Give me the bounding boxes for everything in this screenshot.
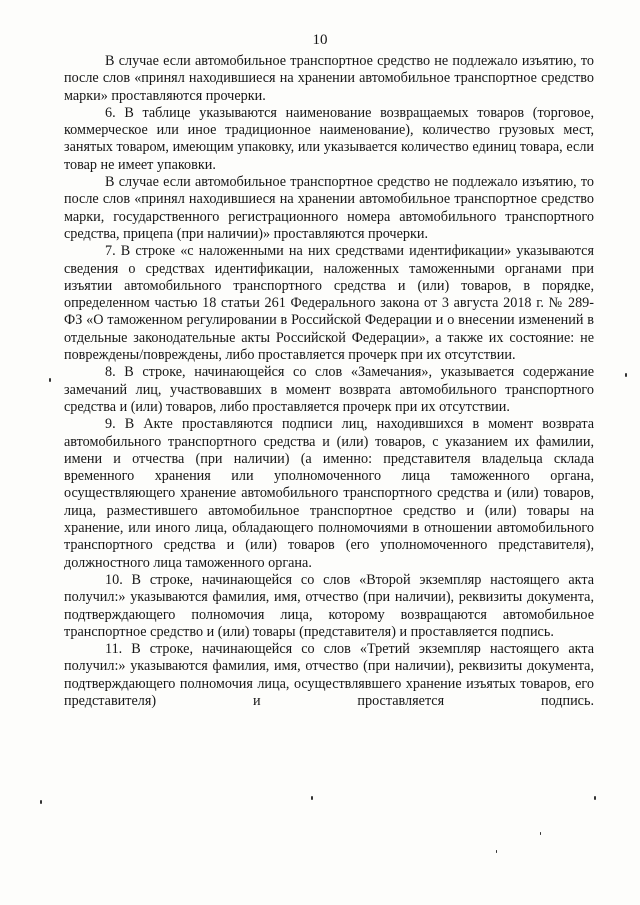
paragraph-item-6: 6. В таблице указываются наименование возвращаемых товаров (торговое, коммерческое или иное традиционное наименование), количество грузовых мест, занятых товаром, имеющим упаковку, или указывается количество единиц товара, если товар не имеет упаковки. [64, 104, 594, 173]
paragraph-vehicle-not-seized: В случае если автомобильное транспортное средство не подлежало изъятию, то после слов «принял находившиеся на хранении автомобильное транспортное средство марки» проставляются прочерки. [64, 53, 594, 104]
scan-speck [594, 796, 596, 800]
page-number: 10 [312, 32, 328, 48]
scan-speck [540, 832, 541, 835]
paragraph-item-9: 9. В Акте проставляются подписи лиц, находившихся в момент возврата автомобильного транспортного средства и (или) товаров, с указанием их фамилии, имени и отчества (при наличии) (а именно: представителя владельца склада временного хранения или уполномоченного лица таможенного органа, осуществляющего хранение автомобильного транспортного средства и (или) товаров, лица, разместившего автомобильное транспортное средство и (или) товары на хранение, или иного лица, обладающего полномочиями в отношении автомобильного транспортного средства и (или) товаров (его уполномоченного представителя), должностного лица таможенного органа. [64, 416, 594, 571]
paragraph-item-10: 10. В строке, начинающейся со слов «Второй экземпляр настоящего акта получил:» указываются фамилия, имя, отчество (при наличии), реквизиты документа, подтверждающего полномочия лица, которому возвращаются автомобильное транспортное средство и (или) товары (представителя) и проставляется подпись. [64, 571, 594, 640]
scan-speck [49, 378, 51, 382]
paragraph-vehicle-not-seized-2: В случае если автомобильное транспортное средство не подлежало изъятию, то после слов «принял находившиеся на хранении автомобильное транспортное средство марки, государственного регистрационного номера автомобильного транспортного средства, прицепа (при наличии)» проставляются прочерки. [64, 174, 594, 242]
paragraph-item-8: 8. В строке, начинающейся со слов «Замечания», указывается содержание замечаний лиц, участвовавших в момент возврата автомобильного транспортного средства и (или) товаров, либо проставляется прочерк при их отсутствии. [64, 364, 594, 415]
paragraph-item-11: 11. В строке, начинающейся со слов «Третий экземпляр настоящего акта получил:» указываются фамилия, имя, отчество (при наличии), реквизиты документа, подтверждающего полномочия лица, осуществлявшего хранение изъятых товаров, его представителя) и проставляется подпись. [64, 641, 594, 709]
scan-speck [311, 796, 313, 800]
paragraph-item-7: 7. В строке «с наложенными на них средствами идентификации» указываются сведения о средствах идентификации, наложенных таможенными органами при изъятии автомобильного транспортного средства и (или) товаров, в порядке, определенном частью 18 статьи 261 Федерального закона от 3 августа 2018 г. № 289-ФЗ «О таможенном регулировании в Российской Федерации и о внесении изменений в отдельные законодательные акты Российской Федерации», а также их состояние: не повреждены/повреждены, либо проставляется прочерк при их отсутствии. [64, 243, 594, 364]
scan-speck [40, 800, 42, 804]
document-body [64, 53, 594, 710]
scan-speck [625, 373, 627, 377]
scan-speck [496, 850, 497, 853]
